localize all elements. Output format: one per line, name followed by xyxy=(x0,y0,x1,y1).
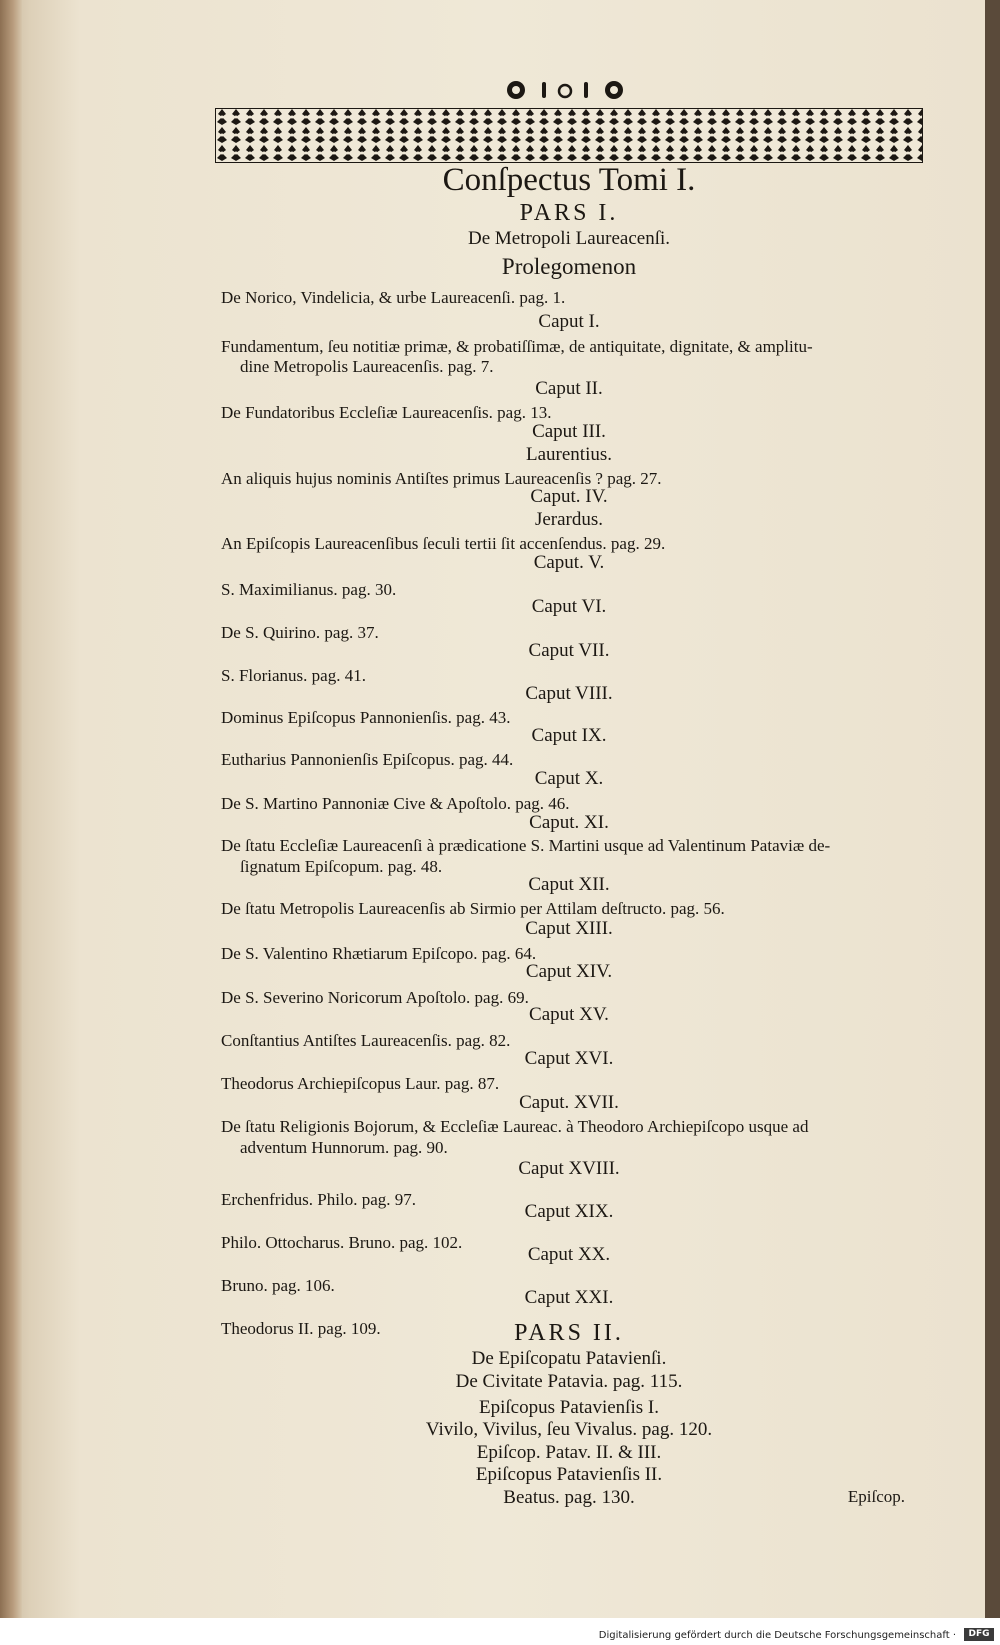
chapter-name: Laurentius. xyxy=(525,444,612,465)
chapter-heading: Caput. XVII. xyxy=(519,1092,619,1113)
toc-entry: De S. Valentino Rhætiarum Epiſcopo. pag. 64. xyxy=(221,944,537,963)
toc-entry: De Fundatoribus Eccleſiæ Laureacenſis. pag. 13. xyxy=(221,403,552,422)
toc-entry: De Norico, Vindelicia, & urbe Laureacenſi. pag. 1. xyxy=(221,288,566,307)
headpiece-ornament-icon xyxy=(500,76,630,104)
toc-entry-continuation: ſignatum Epiſcopum. pag. 48. xyxy=(240,857,443,876)
chapter-heading: Caput. IV. xyxy=(530,486,608,507)
toc-entry: De ſtatu Eccleſiæ Laureacenſi à prædicatione S. Martini usque ad Valentinum Pataviæ de- xyxy=(221,836,831,855)
toc-entry: De S. Severino Noricorum Apoſtolo. pag. 69. xyxy=(221,988,529,1007)
toc-entry: Dominus Epiſcopus Pannonienſis. pag. 43. xyxy=(221,708,511,727)
headpiece-ornament xyxy=(500,76,630,104)
decorative-border-band xyxy=(215,108,923,163)
toc-entry: Bruno. pag. 106. xyxy=(221,1276,335,1295)
pars2-line: Epiſcop. Patav. II. & III. xyxy=(476,1442,662,1463)
pars1-heading: PARS I. xyxy=(519,200,619,226)
toc-entry: Conſtantius Antiſtes Laureacenſis. pag. 82. xyxy=(221,1031,511,1050)
pars2-line: Epiſcopus Patavienſis II. xyxy=(475,1464,663,1485)
chapter-heading: Caput IX. xyxy=(531,725,607,746)
toc-entry: S. Maximilianus. pag. 30. xyxy=(221,580,397,599)
pars2-line: Beatus. pag. 130. xyxy=(503,1487,635,1508)
chapter-heading: Caput X. xyxy=(534,768,604,789)
pars1-subtitle: De Metropoli Laureacenſi. xyxy=(467,228,671,249)
chapter-heading: Caput III. xyxy=(532,421,606,442)
pars2-line: Vivilo, Vivilus, ſeu Vivalus. pag. 120. xyxy=(425,1419,713,1440)
book-spine xyxy=(0,0,22,1618)
chapter-heading: Caput XIV. xyxy=(525,961,613,982)
pars2-line: De Epiſcopatu Patavienſi. xyxy=(471,1348,667,1369)
chapter-heading: Caput XXI. xyxy=(524,1287,614,1308)
prolegomenon-heading: Prolegomenon xyxy=(501,254,637,279)
chapter-heading: Caput VIII. xyxy=(525,683,613,704)
toc-entry: Theodorus Archiepiſcopus Laur. pag. 87. xyxy=(221,1074,500,1093)
toc-entry: Fundamentum, ſeu notitiæ primæ, & probatiſſimæ, de antiquitate, dignitate, & amplitu- xyxy=(221,337,813,356)
toc-entry: Erchenfridus. Philo. pag. 97. xyxy=(221,1190,416,1209)
toc-entry: An aliquis hujus nominis Antiſtes primus Laureacenſis ? pag. 27. xyxy=(221,469,662,488)
toc-entry: Eutharius Pannonienſis Epiſcopus. pag. 44. xyxy=(221,750,514,769)
toc-entry-continuation: dine Metropolis Laureacenſis. pag. 7. xyxy=(240,357,494,376)
toc-entry: Philo. Ottocharus. Bruno. pag. 102. xyxy=(221,1233,463,1252)
toc-entry: S. Florianus. pag. 41. xyxy=(221,666,366,685)
pars2-line: De Civitate Patavia. pag. 115. xyxy=(455,1371,683,1392)
chapter-heading: Caput XIII. xyxy=(525,918,613,939)
chapter-heading: Caput II. xyxy=(535,378,603,399)
chapter-heading: Caput VI. xyxy=(531,596,607,617)
chapter-heading: Caput XX. xyxy=(527,1244,611,1265)
chapter-heading: Caput XII. xyxy=(528,874,610,895)
catchword: Epiſcop. xyxy=(847,1487,905,1506)
chapter-heading: Caput VII. xyxy=(528,640,610,661)
chapter-heading: Caput XV. xyxy=(529,1004,609,1025)
chapter-heading: Caput XVI. xyxy=(524,1048,614,1069)
pars2-line: Epiſcopus Patavienſis I. xyxy=(479,1397,659,1418)
dfg-logo: DFG xyxy=(964,1628,994,1641)
toc-entry: An Epiſcopis Laureacenſibus ſeculi tertii ſit accenſendus. pag. 29. xyxy=(221,534,666,553)
toc-entry-continuation: adventum Hunnorum. pag. 90. xyxy=(240,1138,448,1157)
toc-entry: Theodorus II. pag. 109. xyxy=(221,1319,381,1338)
toc-entry: De ſtatu Religionis Bojorum, & Eccleſiæ Laureac. à Theodoro Archiepiſcopo usque ad xyxy=(221,1117,809,1136)
pars2-heading: PARS II. xyxy=(514,1320,624,1346)
chapter-name: Jerardus. xyxy=(534,509,604,530)
footer-credit: Digitalisierung gefördert durch die Deutsche Forschungsgemeinschaft · xyxy=(598,1630,956,1641)
toc-entry: De S. Quirino. pag. 37. xyxy=(221,623,379,642)
toc-entry: De S. Martino Pannoniæ Cive & Apoſtolo. pag. 46. xyxy=(221,794,570,813)
chapter-heading: Caput. V. xyxy=(533,552,605,573)
chapter-heading: Caput I. xyxy=(538,311,600,332)
chapter-heading: Caput XIX. xyxy=(524,1201,614,1222)
toc-entry: De ſtatu Metropolis Laureacenſis ab Sirmio per Attilam deſtructo. pag. 56. xyxy=(221,899,725,918)
chapter-heading: Caput XVIII. xyxy=(518,1158,620,1179)
fleuron-band-icon xyxy=(215,108,923,163)
chapter-heading: Caput. XI. xyxy=(529,812,609,833)
page-title: Conſpectus Tomi I. xyxy=(442,162,696,198)
